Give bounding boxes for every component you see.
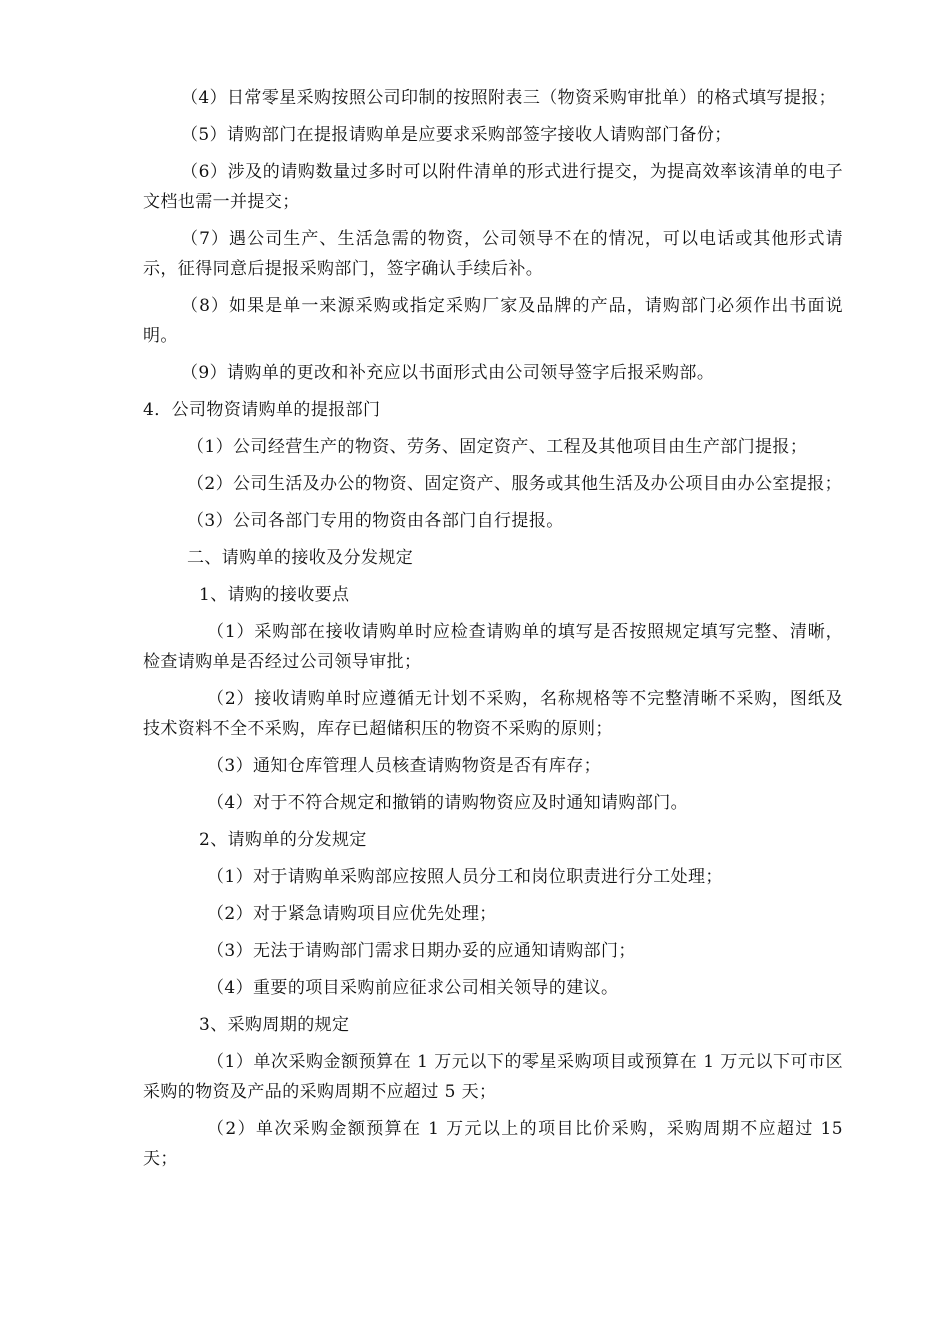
paragraph-cycle-1: （1）单次采购金额预算在 1 万元以下的零星采购项目或预算在 1 万元以下可市区采购的物资及产品的采购周期不应超过 5 天； (143, 1052, 843, 1102)
document-body (143, 83, 843, 1181)
paragraph-receive-4: （4）对于不符合规定和撤销的请购物资应及时通知请购部门。 (207, 793, 689, 813)
paragraph-item-5: （5）请购部门在提报请购单是应要求采购部签字接收人请购部门备份； (181, 125, 732, 145)
paragraph-receive-1: （1）采购部在接收请购单时应检查请购单的填写是否按照规定填写完整、清晰，检查请购单是否经过公司领导审批； (143, 622, 843, 672)
section-heading-4: 4．公司物资请购单的提报部门 (143, 400, 381, 420)
subheading-cycle: 3、采购周期的规定 (199, 1015, 350, 1035)
paragraph-distribute-4: （4）重要的项目采购前应征求公司相关领导的建议。 (207, 978, 619, 998)
paragraph-cycle-2: （2）单次采购金额预算在 1 万元以上的项目比价采购，采购周期不应超过 15 天； (143, 1119, 843, 1169)
paragraph-receive-2: （2）接收请购单时应遵循无计划不采购，名称规格等不完整清晰不采购，图纸及技术资料不全不采购，库存已超储积压的物资不采购的原则； (143, 689, 843, 739)
paragraph-dept-2: （2）公司生活及办公的物资、固定资产、服务或其他生活及办公项目由办公室提报； (187, 474, 843, 494)
subheading-receive-points: 1、请购的接收要点 (199, 585, 350, 605)
paragraph-item-6: （6）涉及的请购数量过多时可以附件清单的形式进行提交，为提高效率该清单的电子文档也需一并提交； (143, 162, 843, 212)
paragraph-distribute-2: （2）对于紧急请购项目应优先处理； (207, 904, 497, 924)
paragraph-item-7: （7）遇公司生产、生活急需的物资，公司领导不在的情况，可以电话或其他形式请示，征得同意后提报采购部门，签字确认手续后补。 (143, 229, 843, 279)
paragraph-distribute-3: （3）无法于请购部门需求日期办妥的应通知请购部门； (207, 941, 636, 961)
paragraph-item-8: （8）如果是单一来源采购或指定采购厂家及品牌的产品，请购部门必须作出书面说明。 (143, 296, 843, 346)
section-heading-receive-distribute: 二、请购单的接收及分发规定 (187, 548, 414, 568)
paragraph-dept-1: （1）公司经营生产的物资、劳务、固定资产、工程及其他项目由生产部门提报； (187, 437, 808, 457)
paragraph-item-4: （4）日常零星采购按照公司印制的按照附表三（物资采购审批单）的格式填写提报； (181, 88, 837, 108)
paragraph-receive-3: （3）通知仓库管理人员核查请购物资是否有库存； (207, 756, 602, 776)
paragraph-dept-3: （3）公司各部门专用的物资由各部门自行提报。 (187, 511, 564, 531)
subheading-distribute: 2、请购单的分发规定 (199, 830, 367, 850)
paragraph-item-9: （9）请购单的更改和补充应以书面形式由公司领导签字后报采购部。 (181, 363, 715, 383)
paragraph-distribute-1: （1）对于请购单采购部应按照人员分工和岗位职责进行分工处理； (207, 867, 723, 887)
